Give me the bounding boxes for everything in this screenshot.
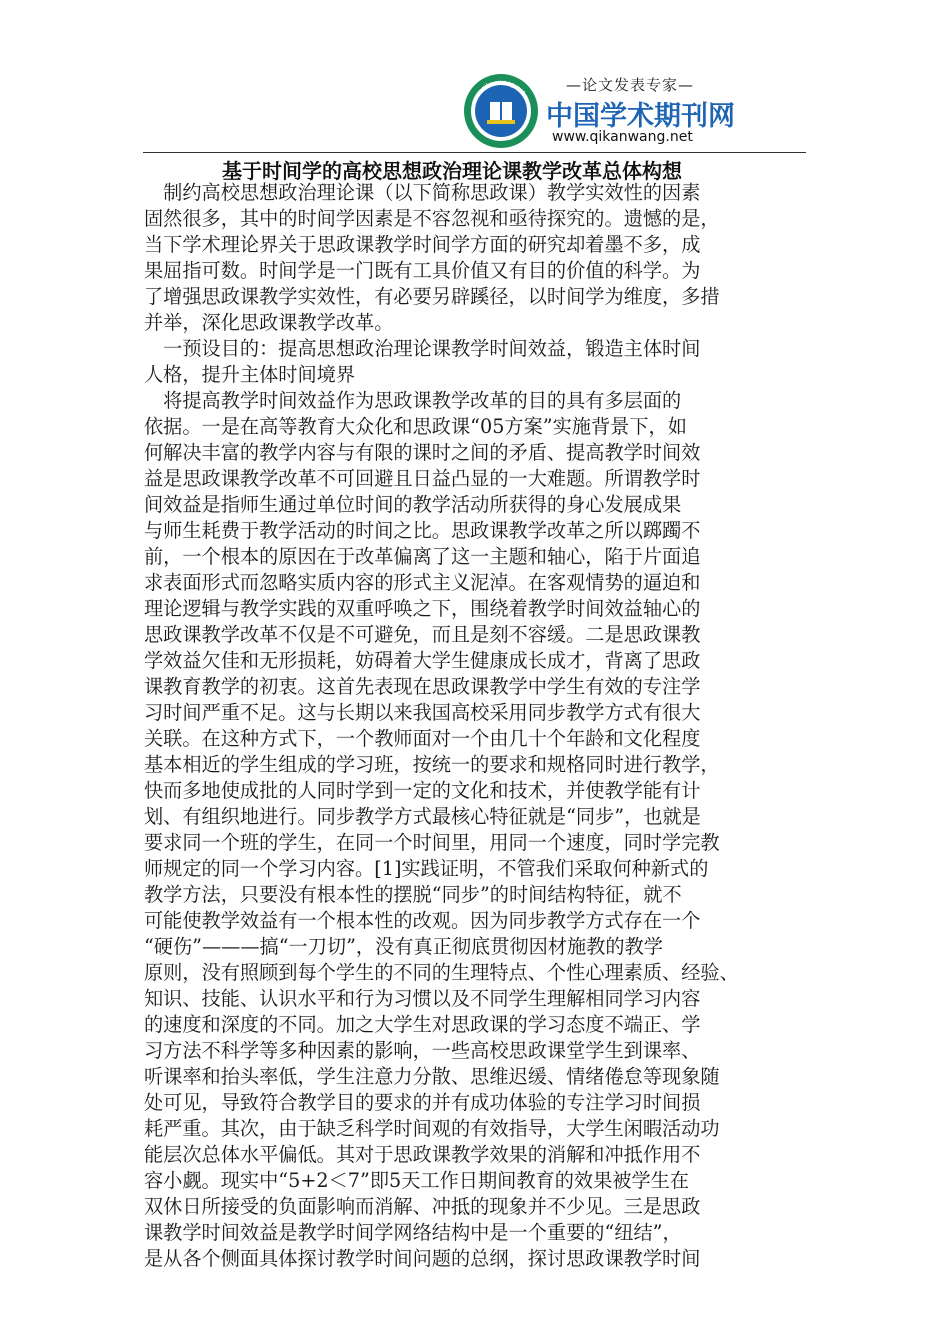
body-text-line: 人格，提升主体时间境界 (144, 363, 356, 386)
body-text-line: 课教学时间效益是教学时间学网络结构中是一个重要的“纽结”， (144, 1221, 682, 1244)
body-text-line: 可能使教学效益有一个根本性的改观。因为同步教学方式存在一个 (144, 909, 701, 932)
body-text-line: 能层次总体水平偏低。其对于思政课教学效果的消解和冲抵作用不 (144, 1143, 701, 1166)
document-body (144, 180, 804, 1272)
body-text-line: 将提高教学时间效益作为思政课教学改革的目的具有多层面的 (144, 389, 682, 412)
body-text-line: 原则，没有照顾到每个学生的不同的生理特点、个性心理素质、经验、 (144, 961, 739, 984)
body-text-line: 基本相近的学生组成的学习班，按统一的要求和规格同时进行教学， (144, 753, 720, 776)
body-text-line: 固然很多，其中的时间学因素是不容忽视和亟待探究的。遗憾的是， (144, 207, 720, 230)
body-text-line: 划、有组织地进行。同步教学方式最核心特征就是“同步”，也就是 (144, 805, 701, 828)
body-text-line: 双休日所接受的负面影响而消解、冲抵的现象并不少见。三是思政 (144, 1195, 701, 1218)
body-text-line: 习时间严重不足。这与长期以来我国高校采用同步教学方式有很大 (144, 701, 701, 724)
body-text-line: 要求同一个班的学生，在同一个时间里，用同一个速度，同时学完教 (144, 831, 720, 854)
body-text-line: 当下学术理论界关于思政课教学时间学方面的研究却着墨不多，成 (144, 233, 701, 256)
body-text-line: 理论逻辑与教学实践的双重呼唤之下，围绕着教学时间效益轴心的 (144, 597, 701, 620)
document-title: 基于时间学的高校思想政治理论课教学改革总体构想 (222, 159, 682, 183)
logo-site-name: 中国学术期刊网 (546, 101, 735, 132)
body-text-line: 知识、技能、认识水平和行为习惯以及不同学生理解相同学习内容 (144, 987, 701, 1010)
body-text-line: 了增强思政课教学实效性，有必要另辟蹊径，以时间学为维度，多措 (144, 285, 720, 308)
logo-url: www.qikanwang.net (552, 129, 693, 145)
body-text-line: 快而多地使成批的人同时学到一定的文化和技术，并使教学能有计 (144, 779, 701, 802)
body-text-line: 处可见，导致符合教学目的要求的并有成功体验的专注学习时间损 (144, 1091, 701, 1114)
body-text-line: 依据。一是在高等教育大众化和思政课“05方案”实施背景下，如 (144, 415, 687, 438)
svg-text:www.qikanwang.net: www.qikanwang.net (470, 78, 527, 105)
body-text-line: 听课率和抬头率低，学生注意力分散、思维迟缓、情绪倦怠等现象随 (144, 1065, 720, 1088)
body-text-line: 一预设目的：提高思想政治理论课教学时间效益，锻造主体时间 (144, 337, 701, 360)
body-text-line: 求表面形式而忽略实质内容的形式主义泥淖。在客观情势的逼迫和 (144, 571, 701, 594)
body-text-line: 并举，深化思政课教学改革。 (144, 311, 394, 334)
logo-tagline: —论文发表专家— (565, 76, 694, 94)
body-text-line: 习方法不科学等多种因素的影响，一些高校思政课堂学生到课率、 (144, 1039, 701, 1062)
body-text-line: 师规定的同一个学习内容。[1]实践证明，不管我们采取何种新式的 (144, 857, 709, 880)
body-text-line: 思政课教学改革不仅是不可避免，而且是刻不容缓。二是思政课教 (144, 623, 701, 646)
body-text-line: 间效益是指师生通过单位时间的教学活动所获得的身心发展成果 (144, 493, 682, 516)
body-text-line: 课教育教学的初衷。这首先表现在思政课教学中学生有效的专注学 (144, 675, 701, 698)
body-text-line: 益是思政课教学改革不可回避且日益凸显的一大难题。所谓教学时 (144, 467, 701, 490)
body-text-line: 的速度和深度的不同。加之大学生对思政课的学习态度不端正、学 (144, 1013, 701, 1036)
body-text-line: 与师生耗费于教学活动的时间之比。思政课教学改革之所以踯躅不 (144, 519, 701, 542)
body-text-line: 学效益欠佳和无形损耗，妨碍着大学生健康成长成才，背离了思政 (144, 649, 701, 672)
body-text-line: 耗严重。其次，由于缺乏科学时间观的有效指导，大学生闲暇活动功 (144, 1117, 720, 1140)
body-text-line: 容小觑。现实中“5+2＜7”即5天工作日期间教育的效果被学生在 (144, 1169, 690, 1192)
body-text-line: “硬伤”———搞“一刀切”，没有真正彻底贯彻因材施教的教学 (144, 935, 663, 958)
header-divider (143, 152, 806, 153)
body-text-line: 前，一个根本的原因在于改革偏离了这一主题和轴心，陷于片面追 (144, 545, 701, 568)
body-text-line: 制约高校思想政治理论课（以下简称思政课）教学实效性的因素 (144, 181, 701, 204)
seal-logo-icon (462, 72, 540, 150)
body-text-line: 何解决丰富的教学内容与有限的课时之间的矛盾、提高教学时间效 (144, 441, 701, 464)
body-text-line: 关联。在这种方式下，一个教师面对一个由几十个年龄和文化程度 (144, 727, 701, 750)
site-logo (462, 70, 735, 152)
body-text-line: 教学方法，只要没有根本性的摆脱“同步”的时间结构特征，就不 (144, 883, 682, 906)
body-text-line: 是从各个侧面具体探讨教学时间问题的总纲，探讨思政课教学时间 (144, 1247, 701, 1270)
body-text-line: 果屈指可数。时间学是一门既有工具价值又有目的价值的科学。为 (144, 259, 701, 282)
